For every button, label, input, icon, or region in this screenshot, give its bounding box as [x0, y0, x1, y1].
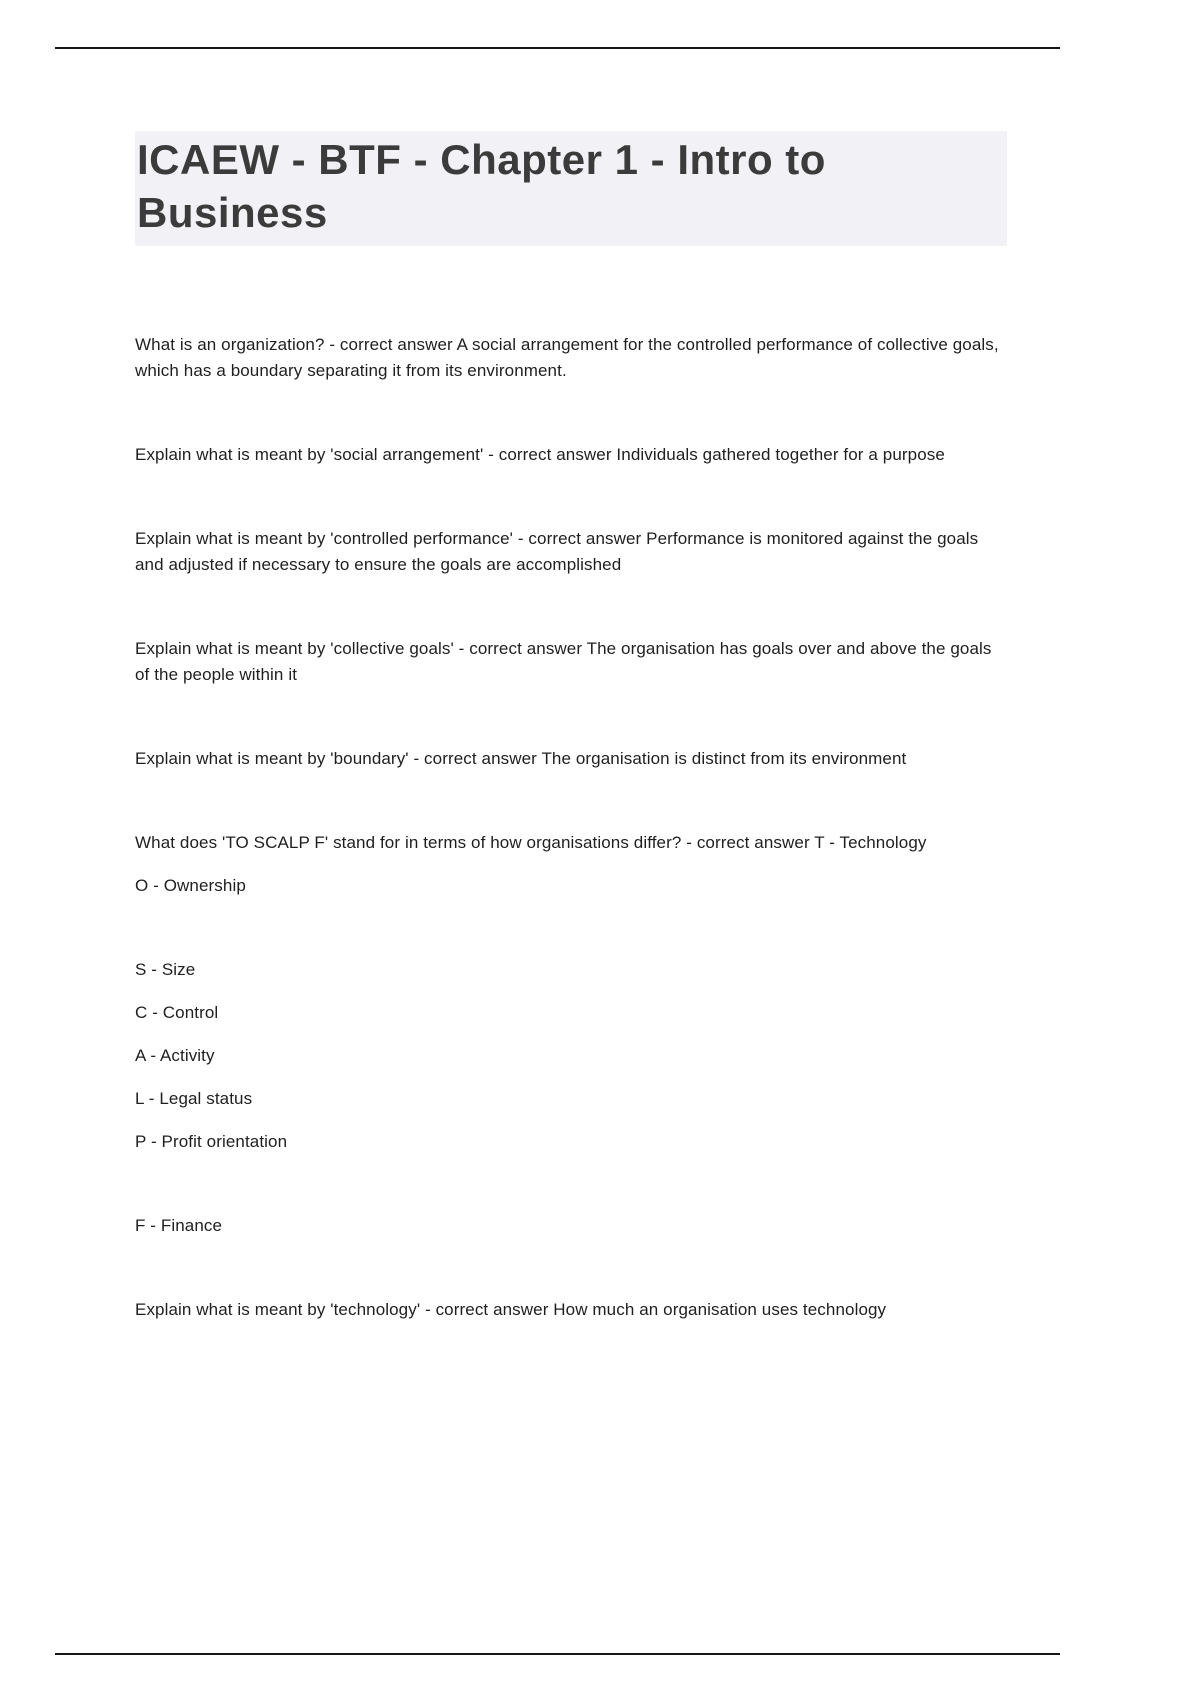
qa-paragraph: Explain what is meant by 'controlled performance' - correct answer Performance is monitored against the goals and adjusted if necessary to ensure the goals are accomplished	[135, 528, 979, 574]
acronym-line: O - Ownership	[135, 875, 246, 895]
qa-paragraph: Explain what is meant by 'social arrangement' - correct answer Individuals gathered together for a purpose	[135, 444, 945, 464]
acronym-line: F - Finance	[135, 1215, 223, 1235]
acronym-line: C - Control	[135, 1002, 219, 1022]
qa-paragraph: Explain what is meant by 'technology' - correct answer How much an organisation uses technology	[135, 1299, 887, 1319]
document-body	[135, 131, 1007, 1323]
bottom-border-rule	[55, 1653, 1060, 1655]
acronym-line: S - Size	[135, 959, 196, 979]
qa-paragraph: Explain what is meant by 'collective goals' - correct answer The organisation has goals over and above the goals of the people within it	[135, 638, 992, 684]
acronym-line: P - Profit orientation	[135, 1131, 288, 1151]
qa-paragraph: What does 'TO SCALP F' stand for in terms of how organisations differ? - correct answer T - Technology	[135, 832, 927, 852]
qa-paragraph: Explain what is meant by 'boundary' - correct answer The organisation is distinct from its environment	[135, 748, 907, 768]
qa-paragraph: What is an organization? - correct answer A social arrangement for the controlled performance of collective goals, which has a boundary separating it from its environment.	[135, 334, 999, 380]
document-title: ICAEW - BTF - Chapter 1 - Intro to Business	[135, 131, 1007, 246]
top-border-rule	[55, 47, 1060, 49]
acronym-line: A - Activity	[135, 1045, 215, 1065]
acronym-line: L - Legal status	[135, 1088, 253, 1108]
